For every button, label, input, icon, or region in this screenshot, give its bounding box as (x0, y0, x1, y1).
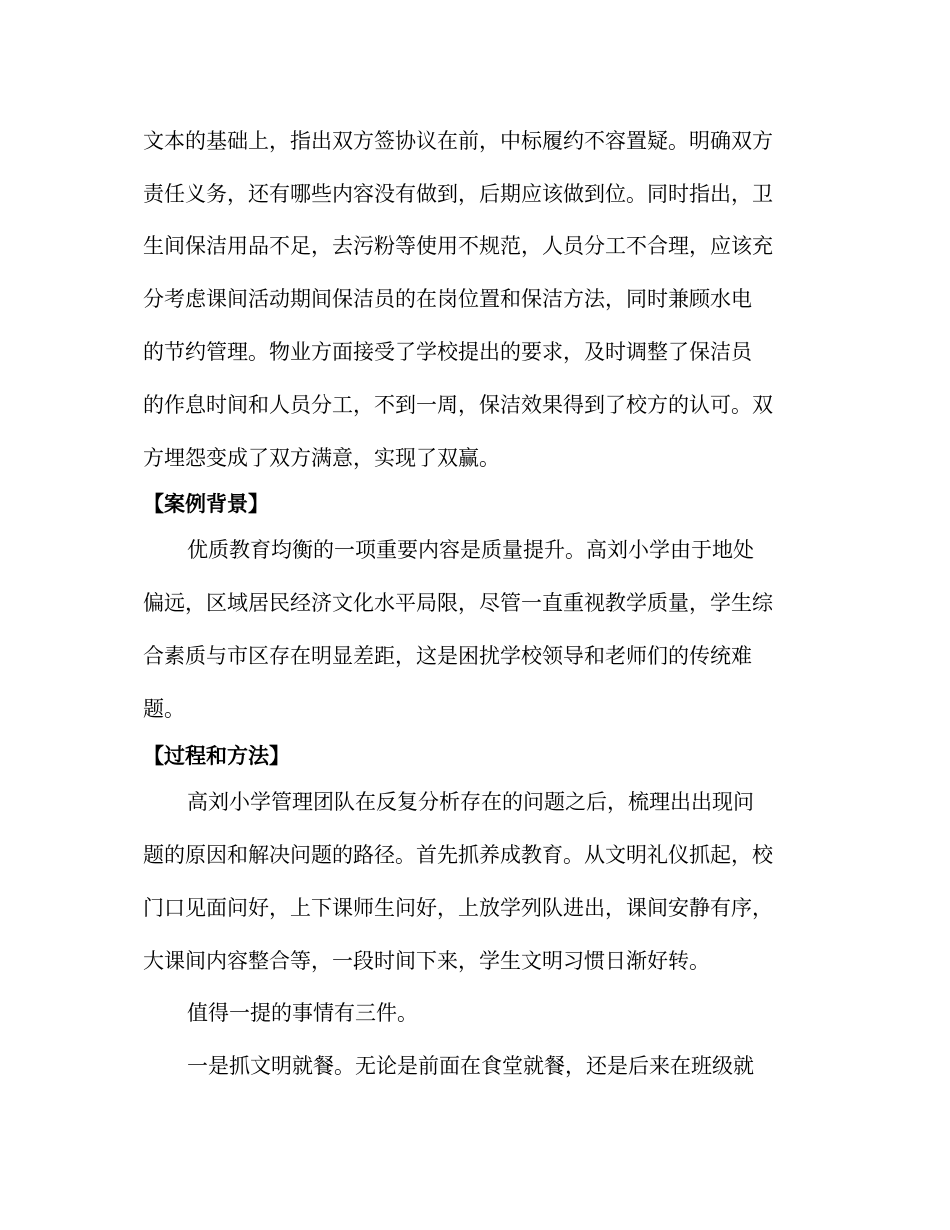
text-line: 高刘小学管理团队在反复分析存在的问题之后，梳理出出现问 (187, 790, 754, 814)
text-line: 文本的基础上，指出双方签协议在前，中标履约不容置疑。明确双方 (143, 129, 773, 153)
section-heading-background: 【案例背景】 (143, 491, 269, 516)
text-line: 门口见面问好，上下课师生问好，上放学列队进出，课间安静有序， (143, 896, 773, 920)
text-line: 大课间内容整合等，一段时间下来，学生文明习惯日渐好转。 (143, 949, 710, 973)
text-line: 生间保洁用品不足，去污粉等使用不规范，人员分工不合理，应该充 (143, 234, 773, 258)
section-heading-process: 【过程和方法】 (143, 743, 290, 768)
text-line: 分考虑课间活动期间保洁员的在岗位置和保洁方法，同时兼顾水电 (143, 287, 752, 311)
text-line: 一是抓文明就餐。无论是前面在食堂就餐，还是后来在班级就 (187, 1054, 754, 1078)
text-line: 题。 (143, 697, 185, 721)
text-line: 方埋怨变成了双方满意，实现了双赢。 (143, 446, 500, 470)
text-line: 优质教育均衡的一项重要内容是质量提升。高刘小学由于地处 (187, 538, 754, 562)
text-line: 责任义务，还有哪些内容没有做到，后期应该做到位。同时指出，卫 (143, 182, 773, 206)
text-line: 题的原因和解决问题的路径。首先抓养成教育。从文明礼仪抓起，校 (143, 843, 773, 867)
text-line: 值得一提的事情有三件。 (187, 1001, 418, 1025)
text-line: 偏远，区域居民经济文化水平局限，尽管一直重视教学质量，学生综 (143, 591, 773, 615)
text-line: 合素质与市区存在明显差距，这是困扰学校领导和老师们的传统难 (143, 644, 752, 668)
text-line: 的作息时间和人员分工，不到一周，保洁效果得到了校方的认可。双 (143, 393, 773, 417)
text-line: 的节约管理。物业方面接受了学校提出的要求，及时调整了保洁员 (143, 340, 752, 364)
